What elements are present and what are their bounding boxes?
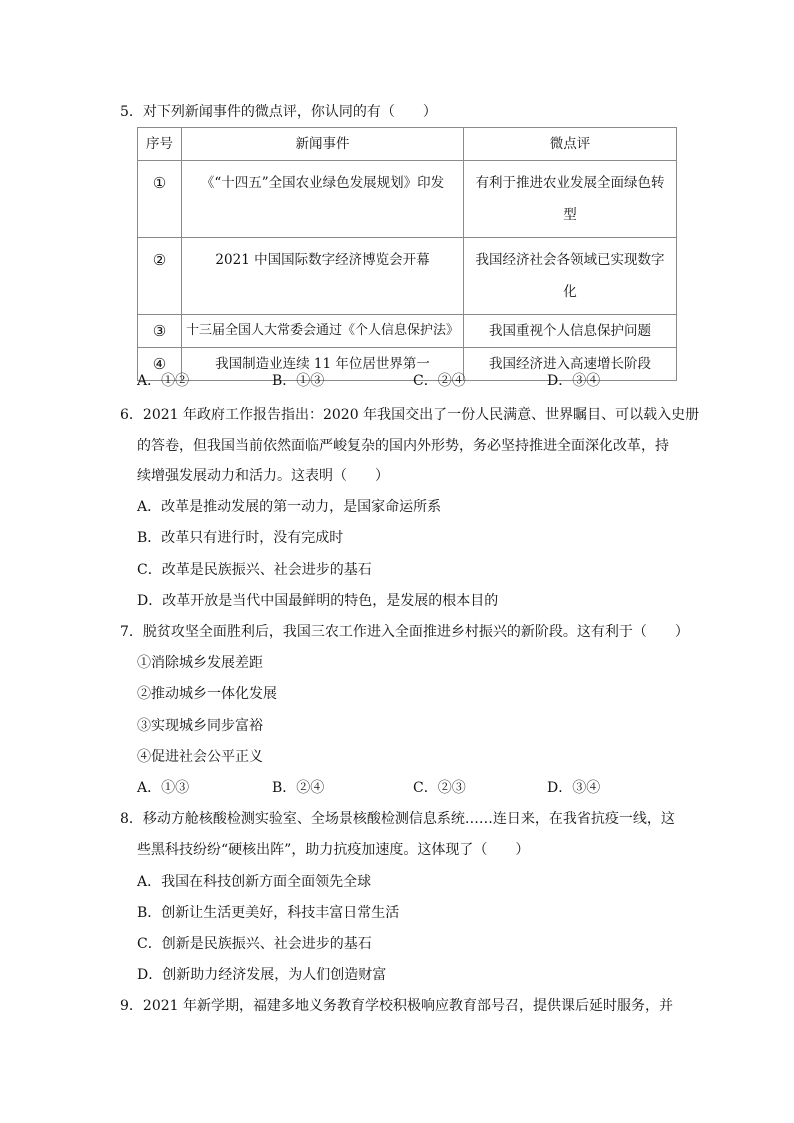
row-comment-line: 化 (563, 284, 577, 300)
option-c[interactable]: C．改革是民族振兴、社会进步的基石 (137, 562, 372, 578)
option-d[interactable]: D．创新助力经济发展，为人们创造财富 (137, 967, 387, 983)
option-a[interactable]: A．①③ (137, 780, 190, 796)
question-6-stem-line-2: 的答卷，但我国当前依然面临严峻复杂的国内外形势，务必坚持推进全面深化改革，持 (137, 438, 669, 454)
table-header-number: 序号 (138, 128, 182, 161)
question-7-options (137, 778, 697, 798)
row-comment (464, 238, 677, 315)
question-6-stem-line-1: 6．2021 年政府工作报告指出：2020 年我国交出了一份人民满意、世界瞩目、可以载入史册 (120, 407, 700, 423)
option-b[interactable]: B．②④ (272, 780, 325, 796)
row-comment: 我国经济进入高速增长阶段 (464, 348, 677, 381)
table-header-event: 新闻事件 (182, 128, 464, 161)
question-5-stem: 5．对下列新闻事件的微点评，你认同的有（ ） (120, 104, 437, 120)
option-c[interactable]: C．②④ (413, 373, 466, 389)
option-c[interactable]: C．②③ (413, 780, 466, 796)
row-number: ② (138, 238, 182, 315)
option-c[interactable]: C．创新是民族振兴、社会进步的基石 (137, 936, 372, 952)
row-number: ① (138, 161, 182, 238)
option-d[interactable]: D．③④ (547, 373, 601, 389)
row-comment: 我国重视个人信息保护问题 (464, 315, 677, 348)
row-event: 我国制造业连续 11 年位居世界第一 (182, 348, 464, 381)
option-b[interactable]: B．创新让生活更美好，科技丰富日常生活 (137, 905, 400, 921)
row-comment (464, 161, 677, 238)
question-6-stem-line-3: 续增强发展动力和活力。这表明（ ） (137, 468, 389, 484)
question-9-stem-line-1: 9．2021 年新学期，福建多地义务教育学校积极响应教育部号召，提供课后延时服务，并 (120, 998, 673, 1014)
table-row (138, 315, 677, 348)
option-d[interactable]: D．③④ (547, 780, 601, 796)
row-comment-line: 我国经济社会各领域已实现数字 (475, 252, 665, 268)
row-comment-line: 型 (563, 207, 577, 223)
statement-item: ④促进社会公平正义 (137, 749, 263, 765)
option-b[interactable]: B．①③ (272, 373, 325, 389)
row-event: 十三届全国人大常委会通过《个人信息保护法》 (182, 315, 464, 348)
table-header-row (138, 128, 677, 161)
option-a[interactable]: A．①② (137, 373, 190, 389)
row-number: ③ (138, 315, 182, 348)
option-b[interactable]: B．改革只有进行时，没有完成时 (137, 530, 344, 546)
option-a[interactable]: A．改革是推动发展的第一动力，是国家命运所系 (137, 499, 442, 515)
option-a[interactable]: A．我国在科技创新方面全面领先全球 (137, 874, 372, 890)
question-5-options (137, 371, 697, 391)
option-d[interactable]: D．改革开放是当代中国最鲜明的特色，是发展的根本目的 (137, 593, 499, 609)
question-7-stem: 7．脱贫攻坚全面胜利后，我国三农工作进入全面推进乡村振兴的新阶段。这有利于（ ） (120, 624, 689, 640)
table-header-comment: 微点评 (464, 128, 677, 161)
row-number: ④ (138, 348, 182, 381)
news-table (137, 127, 677, 381)
question-8-stem-line-2: 些黑科技纷纷“硬核出阵”，助力抗疫加速度。这体现了（ ） (137, 842, 530, 858)
statement-item: ②推动城乡一体化发展 (137, 686, 277, 702)
row-event: 《“十四五”全国农业绿色发展规划》印发 (182, 161, 464, 238)
statement-item: ①消除城乡发展差距 (137, 655, 263, 671)
statement-item: ③实现城乡同步富裕 (137, 718, 263, 734)
row-event: 2021 中国国际数字经济博览会开幕 (182, 238, 464, 315)
table-row (138, 238, 677, 315)
table-row (138, 161, 677, 238)
row-comment-line: 有利于推进农业发展全面绿色转 (475, 175, 665, 191)
question-8-stem-line-1: 8．移动方舱核酸检测实验室、全场景核酸检测信息系统……连日来，在我省抗疫一线，这 (120, 811, 675, 827)
